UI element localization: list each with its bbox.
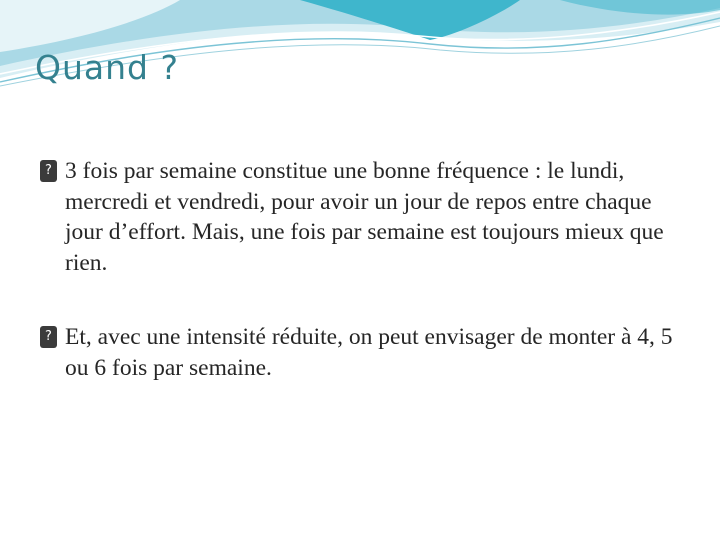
replacement-character-icon: ? (40, 326, 57, 348)
bullet-text-frequency: 3 fois par semaine constitue une bonne fréquence : le lundi, mercredi et vendredi, pour avoir un jour de repos entre chaque jour d’effort. Mais, une fois par semaine est toujours mieux que rien. (65, 158, 664, 276)
slide-title: Quand ? (35, 48, 179, 87)
bullet-text-intensity: Et, avec une intensité réduite, on peut envisager de monter à 4, 5 ou 6 fois par semaine. (65, 324, 673, 381)
bullet-item-frequency (40, 156, 680, 278)
bullet-list (40, 156, 680, 427)
replacement-character-icon: ? (40, 160, 57, 182)
bullet-item-intensity (40, 322, 680, 383)
